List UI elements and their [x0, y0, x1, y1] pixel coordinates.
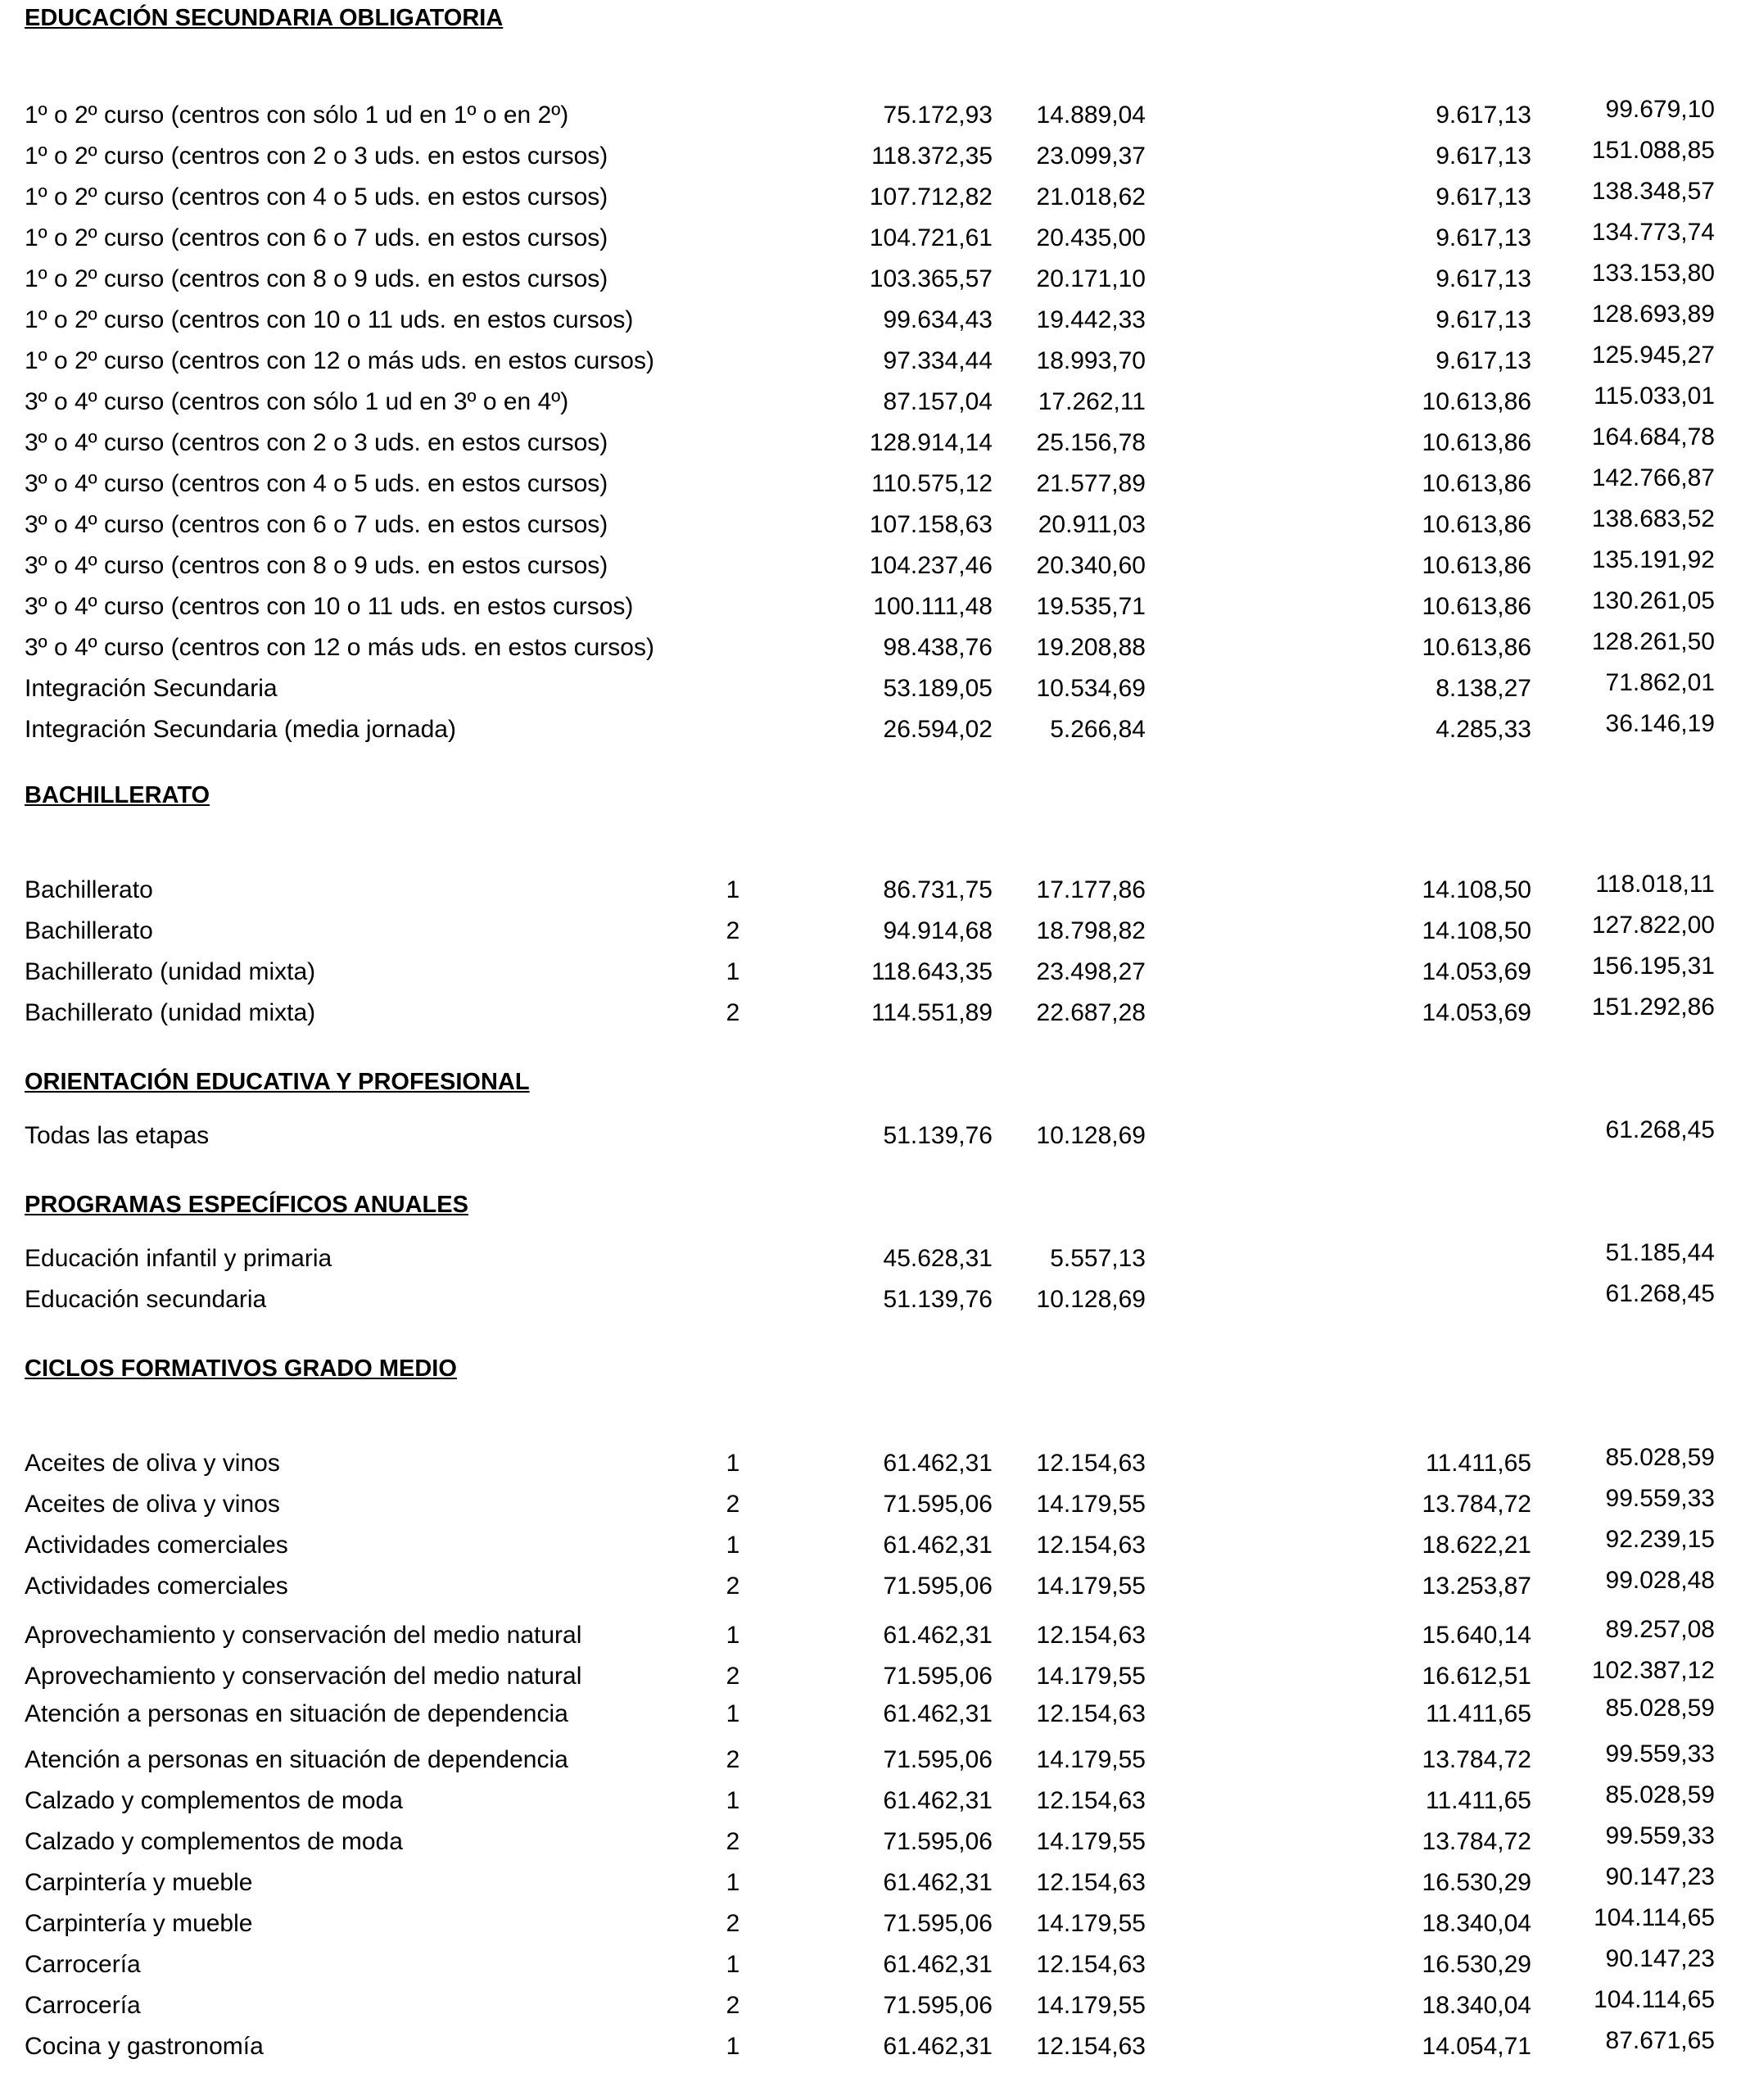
amount-col-3: 10.613,86	[1422, 429, 1531, 456]
modality-cell: 2	[726, 1828, 740, 1855]
modality-cell: 1	[726, 958, 740, 985]
total-cell: 156.195,31	[1591, 953, 1715, 980]
row-label: Actividades comerciales	[25, 1532, 288, 1559]
amount-col-2: 10.534,69	[1036, 675, 1146, 702]
table-row	[0, 1986, 1741, 2026]
amount-col-2: 20.435,00	[1036, 224, 1146, 251]
table-row	[0, 1616, 1741, 1656]
total-cell: 99.559,33	[1605, 1740, 1715, 1767]
modality-cell: 1	[726, 1450, 740, 1477]
table-row	[0, 219, 1741, 259]
amount-col-3: 9.617,13	[1436, 102, 1531, 129]
row-label: Cocina y gastronomía	[25, 2033, 264, 2060]
table-row	[0, 587, 1741, 627]
amount-col-2: 23.099,37	[1036, 143, 1146, 170]
amount-col-2: 14.179,55	[1036, 1746, 1146, 1773]
amount-col-3: 9.617,13	[1436, 143, 1531, 170]
amount-col-2: 18.993,70	[1036, 347, 1146, 374]
amount-col-1: 107.712,82	[869, 183, 993, 210]
total-cell: 99.559,33	[1605, 1822, 1715, 1849]
modality-cell: 1	[726, 2033, 740, 2060]
total-cell: 142.766,87	[1591, 464, 1715, 491]
table-row	[0, 96, 1741, 136]
amount-col-1: 97.334,44	[883, 347, 993, 374]
row-label: Aceites de oliva y vinos	[25, 1450, 280, 1477]
table-row	[0, 464, 1741, 505]
amount-col-3: 13.253,87	[1422, 1573, 1531, 1600]
total-cell: 85.028,59	[1605, 1695, 1715, 1722]
amount-col-1: 128.914,14	[869, 429, 993, 456]
total-cell: 151.088,85	[1591, 137, 1715, 164]
row-label: Carrocería	[25, 1992, 141, 2019]
row-label: Bachillerato	[25, 876, 153, 903]
amount-col-3: 10.613,86	[1422, 388, 1531, 415]
table-row	[0, 953, 1741, 993]
row-label: Educación secundaria	[25, 1286, 267, 1313]
amount-col-1: 75.172,93	[883, 102, 993, 129]
table-row	[0, 1444, 1741, 1484]
modality-cell: 2	[726, 1992, 740, 2019]
row-label: Aceites de oliva y vinos	[25, 1491, 280, 1518]
table-row	[0, 546, 1741, 586]
row-label: Bachillerato	[25, 917, 153, 944]
amount-col-1: 86.731,75	[883, 876, 993, 903]
row-label: Carpintería y mueble	[25, 1910, 253, 1937]
amount-col-1: 71.595,06	[883, 1828, 993, 1855]
row-label: 1º o 2º curso (centros con sólo 1 ud en 1º o en 2º)	[25, 102, 569, 129]
row-label: 1º o 2º curso (centros con 10 o 11 uds. en estos cursos)	[25, 306, 634, 333]
amount-col-2: 5.266,84	[1050, 716, 1146, 743]
amount-col-3: 9.617,13	[1436, 306, 1531, 333]
amount-col-3: 13.784,72	[1422, 1491, 1531, 1518]
total-cell: 133.153,80	[1591, 260, 1715, 287]
total-cell: 99.679,10	[1605, 96, 1715, 123]
table-row	[0, 505, 1741, 545]
amount-col-1: 45.628,31	[883, 1245, 993, 1272]
total-cell: 36.146,19	[1605, 710, 1715, 737]
amount-col-1: 71.595,06	[883, 1491, 993, 1518]
amount-col-1: 71.595,06	[883, 1910, 993, 1937]
row-label: Atención a personas en situación de dependencia	[25, 1746, 568, 1773]
total-cell: 71.862,01	[1605, 669, 1715, 696]
table-row	[0, 423, 1741, 464]
total-cell: 51.185,44	[1605, 1239, 1715, 1266]
total-cell: 89.257,08	[1605, 1616, 1715, 1643]
amount-col-1: 71.595,06	[883, 1573, 993, 1600]
modality-cell: 1	[726, 1532, 740, 1559]
row-label: Actividades comerciales	[25, 1573, 288, 1600]
amount-col-1: 87.157,04	[883, 388, 993, 415]
modality-cell: 2	[726, 917, 740, 944]
amount-col-1: 61.462,31	[883, 1787, 993, 1814]
table-row	[0, 669, 1741, 709]
amount-col-3: 4.285,33	[1436, 716, 1531, 743]
total-cell: 134.773,74	[1591, 219, 1715, 246]
amount-col-1: 53.189,05	[883, 675, 993, 702]
table-row	[0, 1526, 1741, 1566]
amount-col-3: 18.622,21	[1422, 1532, 1531, 1559]
amount-col-1: 71.595,06	[883, 1746, 993, 1773]
table-row	[0, 1485, 1741, 1525]
row-label: 1º o 2º curso (centros con 8 o 9 uds. en estos cursos)	[25, 265, 608, 292]
table-row	[0, 1567, 1741, 1607]
section-heading: CICLOS FORMATIVOS GRADO MEDIO	[25, 1355, 457, 1382]
row-label: Bachillerato (unidad mixta)	[25, 958, 316, 985]
amount-col-3: 13.784,72	[1422, 1828, 1531, 1855]
amount-col-3: 11.411,65	[1425, 1450, 1531, 1477]
amount-col-2: 12.154,63	[1036, 1532, 1146, 1559]
amount-col-2: 21.577,89	[1036, 470, 1146, 497]
modality-cell: 1	[726, 1869, 740, 1896]
row-label: 3º o 4º curso (centros con 6 o 7 uds. en estos cursos)	[25, 511, 608, 538]
amount-col-3: 10.613,86	[1422, 511, 1531, 538]
total-cell: 99.559,33	[1605, 1485, 1715, 1512]
amount-col-3: 14.054,71	[1422, 2033, 1531, 2060]
amount-col-2: 22.687,28	[1036, 999, 1146, 1026]
row-label: 3º o 4º curso (centros con 4 o 5 uds. en estos cursos)	[25, 470, 608, 497]
amount-col-2: 12.154,63	[1036, 1869, 1146, 1896]
row-label: 3º o 4º curso (centros con 10 o 11 uds. en estos cursos)	[25, 593, 634, 620]
amount-col-1: 61.462,31	[883, 1869, 993, 1896]
modality-cell: 2	[726, 1746, 740, 1773]
modality-cell: 2	[726, 1663, 740, 1690]
total-cell: 127.822,00	[1591, 912, 1715, 939]
amount-col-3: 10.613,86	[1422, 634, 1531, 661]
amount-col-1: 103.365,57	[869, 265, 993, 292]
row-label: 1º o 2º curso (centros con 4 o 5 uds. en estos cursos)	[25, 183, 608, 210]
amount-col-3: 9.617,13	[1436, 347, 1531, 374]
amount-col-2: 14.179,55	[1036, 1663, 1146, 1690]
row-label: 1º o 2º curso (centros con 6 o 7 uds. en estos cursos)	[25, 224, 608, 251]
table-row	[0, 1239, 1741, 1279]
table-row	[0, 382, 1741, 423]
amount-col-1: 26.594,02	[883, 716, 993, 743]
total-cell: 118.018,11	[1595, 871, 1715, 898]
row-label: Carpintería y mueble	[25, 1869, 253, 1896]
amount-col-3: 16.612,51	[1422, 1663, 1531, 1690]
total-cell: 138.348,57	[1591, 178, 1715, 205]
amount-col-2: 12.154,63	[1036, 1951, 1146, 1978]
row-label: Educación infantil y primaria	[25, 1245, 332, 1272]
row-label: Aprovechamiento y conservación del medio natural	[25, 1622, 582, 1649]
row-label: 1º o 2º curso (centros con 2 o 3 uds. en estos cursos)	[25, 143, 608, 170]
amount-col-1: 94.914,68	[883, 917, 993, 944]
amount-col-1: 104.721,61	[869, 224, 993, 251]
row-label: 3º o 4º curso (centros con 8 o 9 uds. en estos cursos)	[25, 552, 608, 579]
amount-col-3: 10.613,86	[1422, 552, 1531, 579]
row-label: 3º o 4º curso (centros con sólo 1 ud en 3º o en 4º)	[25, 388, 569, 415]
section-heading: BACHILLERATO	[25, 782, 210, 808]
table-row	[0, 710, 1741, 750]
total-cell: 164.684,78	[1591, 423, 1715, 450]
row-label: Atención a personas en situación de dependencia	[25, 1700, 568, 1727]
table-row	[0, 2027, 1741, 2067]
row-label: Carrocería	[25, 1951, 141, 1978]
amount-col-2: 20.171,10	[1036, 265, 1146, 292]
table-row	[0, 1904, 1741, 1944]
total-cell: 115.033,01	[1594, 382, 1715, 410]
amount-col-1: 71.595,06	[883, 1663, 993, 1690]
total-cell: 128.261,50	[1591, 628, 1715, 655]
table-row	[0, 1657, 1741, 1697]
table-row	[0, 137, 1741, 177]
amount-col-2: 14.889,04	[1036, 102, 1146, 129]
amount-col-1: 61.462,31	[883, 1700, 993, 1727]
amount-col-2: 19.535,71	[1036, 593, 1146, 620]
amount-col-2: 20.340,60	[1036, 552, 1146, 579]
amount-col-2: 25.156,78	[1036, 429, 1146, 456]
amount-col-1: 110.575,12	[871, 470, 993, 497]
section-heading: PROGRAMAS ESPECÍFICOS ANUALES	[25, 1192, 468, 1218]
amount-col-1: 51.139,76	[883, 1122, 993, 1149]
amount-col-1: 51.139,76	[883, 1286, 993, 1313]
amount-col-3: 15.640,14	[1422, 1622, 1531, 1649]
total-cell: 102.387,12	[1591, 1657, 1715, 1684]
table-row	[0, 1740, 1741, 1781]
amount-col-3: 14.053,69	[1422, 999, 1531, 1026]
amount-col-2: 19.208,88	[1036, 634, 1146, 661]
table-row	[0, 342, 1741, 382]
amount-col-2: 10.128,69	[1036, 1286, 1146, 1313]
amount-col-3: 8.138,27	[1436, 675, 1531, 702]
total-cell: 151.292,86	[1591, 993, 1715, 1021]
row-label: Aprovechamiento y conservación del medio natural	[25, 1663, 582, 1690]
amount-col-2: 17.177,86	[1036, 876, 1146, 903]
amount-col-2: 5.557,13	[1050, 1245, 1146, 1272]
total-cell: 61.268,45	[1605, 1116, 1715, 1143]
amount-col-3: 10.613,86	[1422, 593, 1531, 620]
total-cell: 85.028,59	[1605, 1444, 1715, 1471]
table-row	[0, 871, 1741, 911]
amount-col-2: 12.154,63	[1036, 1787, 1146, 1814]
amount-col-2: 12.154,63	[1036, 1622, 1146, 1649]
table-row	[0, 1695, 1741, 1735]
amount-col-2: 20.911,03	[1038, 511, 1146, 538]
row-label: 1º o 2º curso (centros con 12 o más uds. en estos cursos)	[25, 347, 654, 374]
modality-cell: 1	[726, 1951, 740, 1978]
amount-col-1: 61.462,31	[883, 1532, 993, 1559]
amount-col-2: 14.179,55	[1036, 1992, 1146, 2019]
modality-cell: 2	[726, 1491, 740, 1518]
row-label: Calzado y complementos de moda	[25, 1787, 403, 1814]
total-cell: 135.191,92	[1591, 546, 1715, 573]
table-row	[0, 301, 1741, 341]
amount-col-1: 71.595,06	[883, 1992, 993, 2019]
table-row	[0, 912, 1741, 952]
total-cell: 104.114,65	[1594, 1986, 1715, 2013]
amount-col-2: 19.442,33	[1036, 306, 1146, 333]
row-label: 3º o 4º curso (centros con 12 o más uds. en estos cursos)	[25, 634, 654, 661]
amount-col-2: 14.179,55	[1036, 1910, 1146, 1937]
amount-col-3: 18.340,04	[1422, 1910, 1531, 1937]
amount-col-3: 16.530,29	[1422, 1869, 1531, 1896]
modality-cell: 1	[726, 1622, 740, 1649]
total-cell: 87.671,65	[1605, 2027, 1715, 2054]
row-label: Calzado y complementos de moda	[25, 1828, 403, 1855]
row-label: Bachillerato (unidad mixta)	[25, 999, 316, 1026]
amount-col-3: 11.411,65	[1425, 1700, 1531, 1727]
modality-cell: 1	[726, 1787, 740, 1814]
table-row	[0, 1781, 1741, 1822]
amount-col-2: 12.154,63	[1036, 1450, 1146, 1477]
table-row	[0, 1280, 1741, 1320]
amount-col-3: 9.617,13	[1436, 183, 1531, 210]
amount-col-3: 11.411,65	[1425, 1787, 1531, 1814]
table-row	[0, 178, 1741, 218]
amount-col-1: 107.158,63	[869, 511, 993, 538]
amount-col-2: 21.018,62	[1036, 183, 1146, 210]
amount-col-1: 104.237,46	[869, 552, 993, 579]
total-cell: 138.683,52	[1591, 505, 1715, 532]
amount-col-3: 14.108,50	[1422, 876, 1531, 903]
table-row	[0, 1822, 1741, 1862]
table-row	[0, 260, 1741, 300]
amount-col-2: 10.128,69	[1036, 1122, 1146, 1149]
row-label: Integración Secundaria	[25, 675, 278, 702]
section-heading: EDUCACIÓN SECUNDARIA OBLIGATORIA	[25, 5, 504, 31]
amount-col-2: 17.262,11	[1038, 388, 1146, 415]
row-label: 3º o 4º curso (centros con 2 o 3 uds. en estos cursos)	[25, 429, 608, 456]
amount-col-1: 114.551,89	[871, 999, 993, 1026]
amount-col-3: 14.053,69	[1422, 958, 1531, 985]
modality-cell: 2	[726, 1573, 740, 1600]
amount-col-2: 12.154,63	[1036, 1700, 1146, 1727]
amount-col-1: 118.643,35	[871, 958, 993, 985]
amount-col-3: 9.617,13	[1436, 224, 1531, 251]
amount-col-2: 14.179,55	[1036, 1828, 1146, 1855]
section-heading: ORIENTACIÓN EDUCATIVA Y PROFESIONAL	[25, 1069, 530, 1095]
amount-col-3: 13.784,72	[1422, 1746, 1531, 1773]
table-row	[0, 1863, 1741, 1903]
total-cell: 90.147,23	[1605, 1863, 1715, 1890]
amount-col-1: 99.634,43	[883, 306, 993, 333]
total-cell: 61.268,45	[1605, 1280, 1715, 1307]
amount-col-1: 61.462,31	[883, 1622, 993, 1649]
total-cell: 104.114,65	[1594, 1904, 1715, 1931]
amount-col-1: 100.111,48	[873, 593, 993, 620]
total-cell: 92.239,15	[1605, 1526, 1715, 1553]
row-label: Integración Secundaria (media jornada)	[25, 716, 456, 743]
amount-col-1: 61.462,31	[883, 1951, 993, 1978]
amount-col-3: 10.613,86	[1422, 470, 1531, 497]
amount-col-2: 12.154,63	[1036, 2033, 1146, 2060]
table-row	[0, 1945, 1741, 1985]
total-cell: 128.693,89	[1591, 301, 1715, 328]
table-row	[0, 628, 1741, 668]
total-cell: 125.945,27	[1591, 342, 1715, 369]
amount-col-2: 14.179,55	[1036, 1573, 1146, 1600]
amount-col-3: 9.617,13	[1436, 265, 1531, 292]
total-cell: 99.028,48	[1605, 1567, 1715, 1594]
amount-col-2: 23.498,27	[1036, 958, 1146, 985]
modality-cell: 2	[726, 1910, 740, 1937]
total-cell: 85.028,59	[1605, 1781, 1715, 1808]
total-cell: 130.261,05	[1591, 587, 1715, 614]
amount-col-1: 98.438,76	[883, 634, 993, 661]
table-row	[0, 993, 1741, 1034]
amount-col-1: 61.462,31	[883, 1450, 993, 1477]
modality-cell: 2	[726, 999, 740, 1026]
table-row	[0, 1116, 1741, 1156]
amount-col-2: 14.179,55	[1036, 1491, 1146, 1518]
row-label: Todas las etapas	[25, 1122, 210, 1149]
modality-cell: 1	[726, 1700, 740, 1727]
modality-cell: 1	[726, 876, 740, 903]
amount-col-3: 16.530,29	[1422, 1951, 1531, 1978]
amount-col-3: 14.108,50	[1422, 917, 1531, 944]
total-cell: 90.147,23	[1605, 1945, 1715, 1972]
amount-col-3: 18.340,04	[1422, 1992, 1531, 2019]
amount-col-1: 61.462,31	[883, 2033, 993, 2060]
amount-col-2: 18.798,82	[1036, 917, 1146, 944]
amount-col-1: 118.372,35	[871, 143, 993, 170]
